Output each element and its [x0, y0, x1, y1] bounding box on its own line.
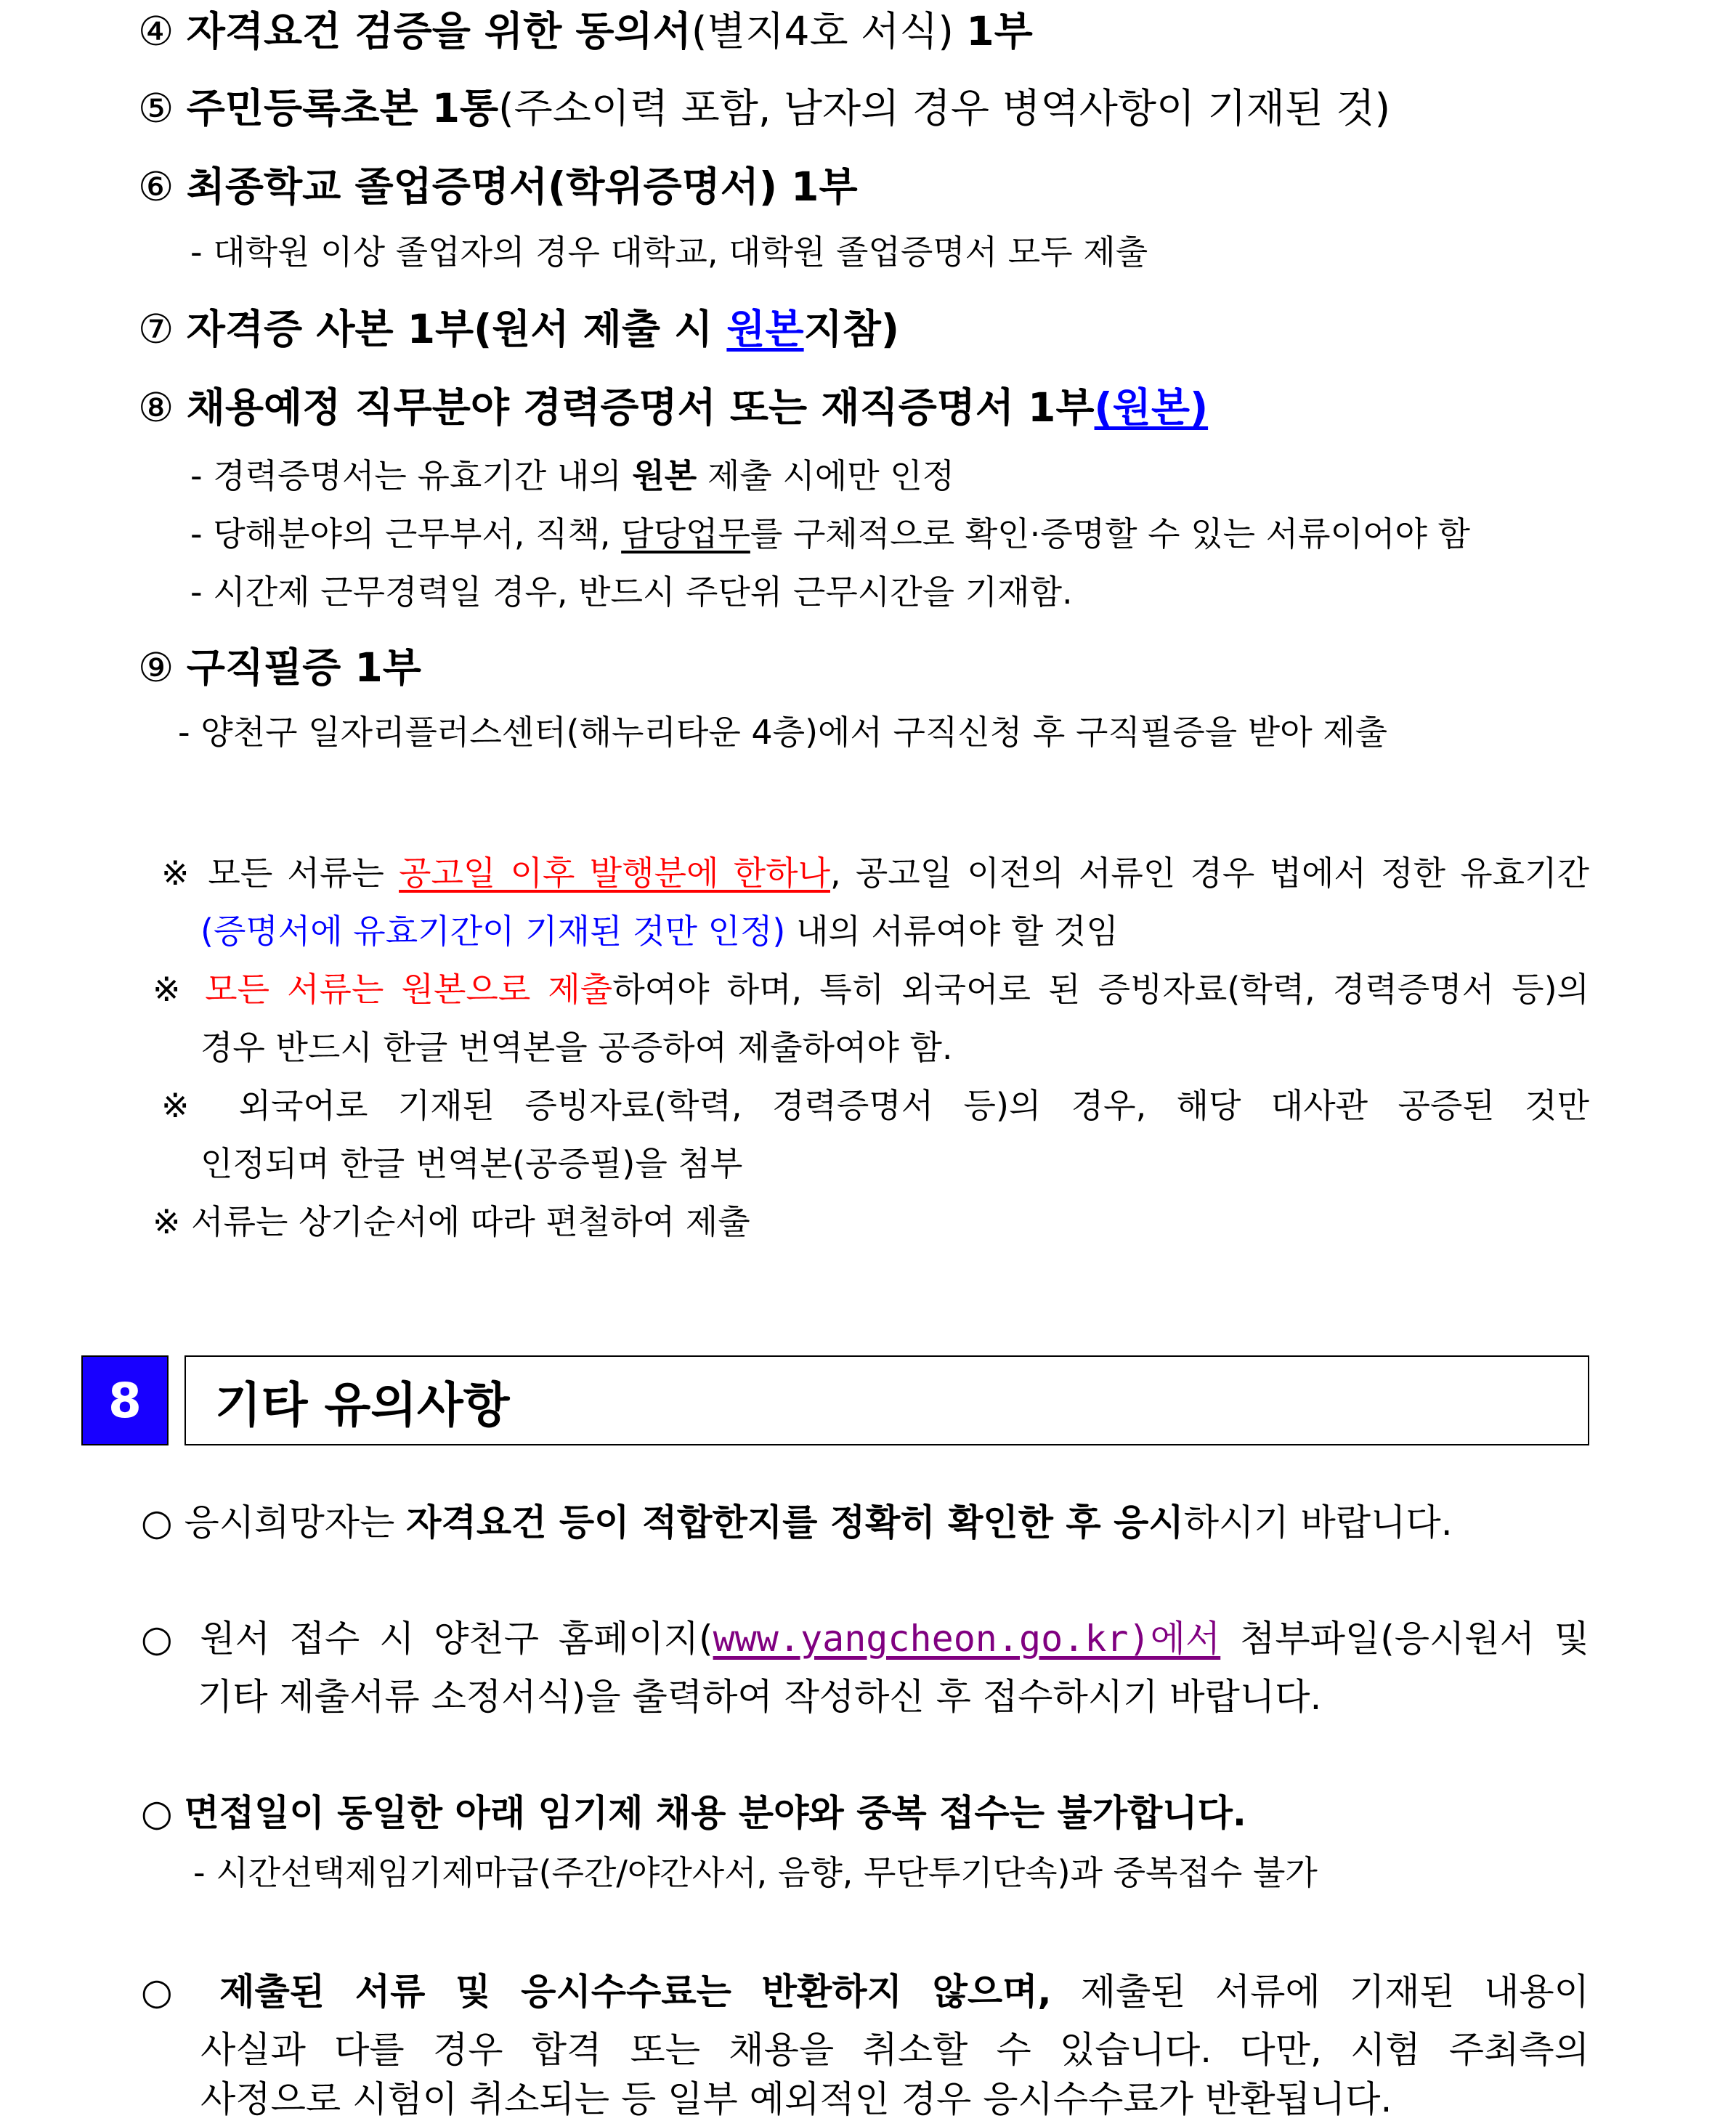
- item-title: 최종학교 졸업증명서(학위증명서) 1부: [186, 163, 858, 210]
- note-underlined: 담당업무: [621, 514, 750, 553]
- list-item: [138, 163, 858, 211]
- notice-mark: ※: [153, 970, 188, 1009]
- notice-line: [153, 1201, 750, 1242]
- notice-text: 하여야 하며, 특히 외국어로 된 증빙자료(학력, 경력증명서 등)의: [612, 970, 1589, 1009]
- notice-mark: ※: [161, 1086, 209, 1125]
- notice-red: 공고일 이후 발행분에 한하나: [399, 853, 830, 893]
- notice-line: 인정되며 한글 번역본(공증필)을 첨부: [200, 1144, 743, 1183]
- bullet-item: [141, 1501, 1453, 1544]
- note-text: - 경력증명서는 유효기간 내의: [190, 456, 633, 495]
- item-detail: (주소이력 포함, 남자의 경우 병역사항이 기재된 것): [498, 85, 1391, 131]
- notice-text: 서류는 상기순서에 따라 편철하여 제출: [191, 1202, 750, 1241]
- list-item: [138, 644, 421, 692]
- bullet-bold: 자격요건 등이 적합한지를 정확히 확인한 후 응시: [406, 1501, 1184, 1544]
- item-title: 자격요건 검증을 위한 동의서: [186, 8, 691, 54]
- notice-mark: ※: [153, 1202, 181, 1241]
- bullet-text: 하시기 바랍니다.: [1183, 1501, 1453, 1544]
- bullet-line: 사정으로 시험이 취소되는 등 일부 예외적인 경우 응시수수료가 반환됩니다.: [200, 2078, 1392, 2120]
- section-title: 기타 유의사항: [215, 1376, 510, 1433]
- bullet-text: 첨부파일(응시원서 및: [1220, 1618, 1590, 1660]
- item-marker: ⑦: [138, 306, 174, 352]
- item-title-end: 지참): [803, 306, 900, 352]
- item-marker: ⑧: [138, 384, 174, 431]
- notice-blue: (증명서에 유효기간이 기재된 것만 인정): [200, 912, 786, 951]
- item-note: [190, 514, 1470, 554]
- bullet-item: [141, 1617, 1589, 1660]
- note-bold: 원본: [632, 456, 697, 495]
- original-link[interactable]: (원본): [1094, 384, 1209, 431]
- item-note: [190, 455, 954, 496]
- bullet-bold: 면접일이 동일한 아래 임기제 채용 분야와 중복 접수는 불가합니다.: [184, 1792, 1246, 1834]
- bullet-text: 제출된 서류에 기재된 내용이: [1051, 1971, 1589, 2013]
- section-header: [184, 1355, 1589, 1445]
- notice-line: [200, 911, 1119, 952]
- item-note: - 대학원 이상 졸업자의 경우 대학교, 대학원 졸업증명서 모두 제출: [190, 232, 1148, 272]
- note-text: - 당해분야의 근무부서, 직책,: [190, 514, 622, 553]
- bullet-mark: ○: [141, 1971, 190, 2013]
- item-marker: ⑨: [138, 644, 174, 691]
- bullet-note: - 시간선택제임기제마급(주간/야간사서, 음향, 무단투기단속)과 중복접수 불가: [193, 1853, 1318, 1892]
- note-text: 를 구체적으로 확인·증명할 수 있는 서류이어야 함: [750, 514, 1470, 553]
- homepage-link[interactable]: www.yangcheon.go.kr)에서: [713, 1618, 1221, 1660]
- bullet-mark: ○: [141, 1618, 181, 1660]
- bullet-item: [141, 1970, 1589, 2013]
- list-item: [138, 84, 1390, 132]
- bullet-text: 원서 접수 시 양천구 홈페이지(: [200, 1618, 713, 1660]
- notice-line: 경우 반드시 한글 번역본을 공증하여 제출하여야 함.: [200, 1028, 953, 1067]
- notice-line: [161, 1085, 1589, 1126]
- bullet-text: 응시희망자는: [184, 1501, 407, 1544]
- list-item: [138, 305, 899, 353]
- notice-red: 모든 서류는 원본으로 제출: [205, 970, 613, 1009]
- item-title: 구직필증 1부: [186, 644, 421, 691]
- item-note: - 시간제 근무경력일 경우, 반드시 주단위 근무시간을 기재함.: [190, 572, 1073, 612]
- bullet-item: [141, 1791, 1246, 1835]
- notice-text: , 공고일 이전의 서류인 경우 법에서 정한 유효기간: [830, 853, 1589, 893]
- bullet-line: 사실과 다를 경우 합격 또는 채용을 취소할 수 있습니다. 다만, 시험 주최측의: [200, 2029, 1589, 2071]
- item-note: - 양천구 일자리플러스센터(해누리타운 4층)에서 구직신청 후 구직필증을 받아 제출: [178, 713, 1388, 752]
- notice-mark: ※: [161, 853, 194, 893]
- bullet-mark: ○: [141, 1792, 173, 1834]
- original-link[interactable]: 원본: [726, 306, 804, 352]
- item-title: 주민등록초본 1통: [186, 85, 499, 131]
- section-number: 8: [81, 1355, 169, 1445]
- item-marker: ⑥: [138, 163, 174, 210]
- notice-text: 외국어로 기재된 증빙자료(학력, 경력증명서 등)의 경우, 해당 대사관 공증된 것만: [238, 1086, 1590, 1125]
- list-item: [138, 384, 1208, 431]
- notice-line: [153, 969, 1589, 1010]
- bullet-line: 기타 제출서류 소정서식)을 출력하여 작성하신 후 접수하시기 바랍니다.: [198, 1676, 1322, 1718]
- item-detail: (별지4호 서식): [691, 8, 967, 54]
- notice-line: [161, 853, 1589, 893]
- bullet-mark: ○: [141, 1501, 173, 1544]
- item-marker: ⑤: [138, 85, 174, 131]
- item-marker: ④: [138, 8, 174, 54]
- list-item: [138, 7, 1033, 55]
- item-title: 채용예정 직무분야 경력증명서 또는 재직증명서 1부: [186, 384, 1095, 431]
- bullet-bold: 제출된 서류 및 응시수수료는 반환하지 않으며,: [219, 1971, 1052, 2013]
- notice-text: 내의 서류여야 할 것임: [785, 912, 1119, 951]
- item-title: 자격증 사본 1부(원서 제출 시: [186, 306, 727, 352]
- notice-text: 모든 서류는: [208, 853, 399, 893]
- item-count: 1부: [966, 8, 1033, 54]
- note-text: 제출 시에만 인정: [697, 456, 955, 495]
